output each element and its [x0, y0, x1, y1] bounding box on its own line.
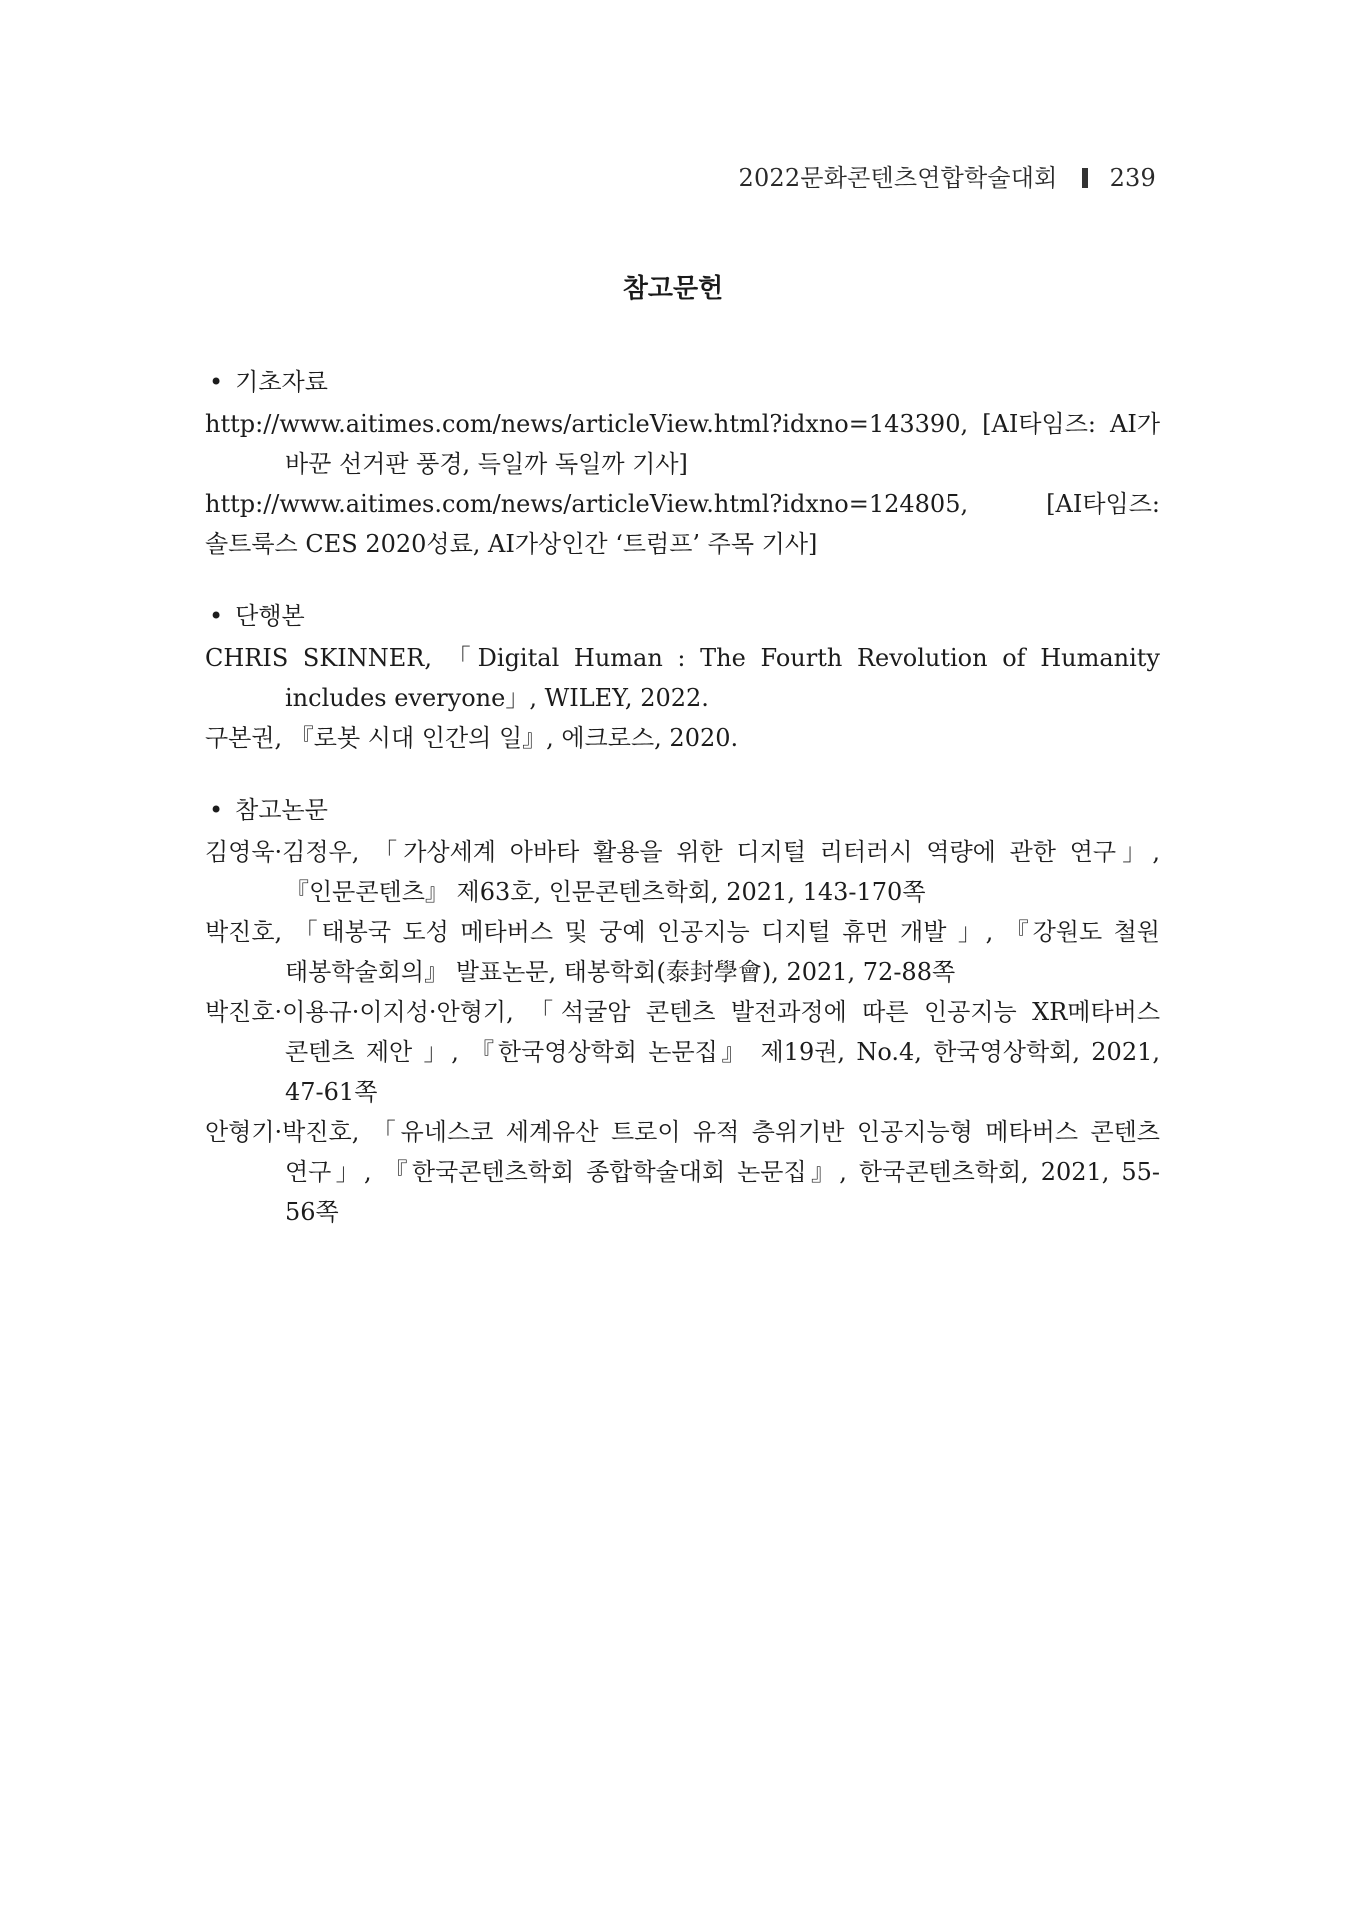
running-header [738, 158, 1156, 193]
section-heading [205, 790, 1160, 830]
page-number: 239 [1109, 164, 1156, 192]
section-heading [205, 596, 1160, 636]
section-papers [205, 790, 1160, 1232]
reference-entry: 구본권, 『로봇 시대 인간의 일』, 에크로스, 2020. [205, 724, 739, 752]
section-heading-label: 단행본 [235, 602, 305, 630]
bullet-icon: • [209, 368, 224, 396]
bullet-icon: • [209, 602, 224, 630]
section-basic-materials [205, 362, 1160, 564]
section-books [205, 596, 1160, 758]
reference-entry: http://www.aitimes.com/news/articleView.html?idxno=143390, [AI타임즈: AI가 바꾼 선거판 풍경, 득일까 독일까 기사] [205, 410, 1160, 478]
reference-entry: 안형기·박진호, 「유네스코 세계유산 트로이 유적 층위기반 인공지능형 메타버스 콘텐츠 연구」, 『한국콘텐츠학회 종합학술대회 논문집』, 한국콘텐츠학회, 2021, 55-56쪽 [205, 1118, 1160, 1226]
reference-entry: CHRIS SKINNER, 「Digital Human : The Fourth Revolution of Humanity includes everyone」, WILEY, 2022. [205, 644, 1160, 712]
bullet-icon: • [209, 796, 224, 824]
section-heading-label: 참고논문 [235, 796, 328, 824]
reference-entry: 박진호·이용규·이지성·안형기, 「석굴암 콘텐츠 발전과정에 따른 인공지능 XR메타버스 콘텐츠 제안 」, 『한국영상학회 논문집』 제19권, No.4, 한국영상학회, 2021, 47-61쪽 [205, 998, 1160, 1106]
reference-entry: 박진호, 「태봉국 도성 메타버스 및 궁예 인공지능 디지털 휴먼 개발 」, 『강원도 철원 태봉학술회의』 발표논문, 태봉학회(泰封學會), 2021, 72-88쪽 [205, 918, 1160, 986]
reference-entry: http://www.aitimes.com/news/articleView.html?idxno=124805, [AI타임즈: 솔트룩스 CES 2020성료, AI가상인간 ‘트럼프’ 주목 기사] [205, 490, 1160, 558]
page-title: 참고문헌 [622, 274, 724, 304]
section-heading [205, 362, 1160, 402]
header-separator-bar [1082, 168, 1088, 188]
reference-entry: 김영욱·김정우, 「가상세계 아바타 활용을 위한 디지털 리터러시 역량에 관한 연구」, 『인문콘텐츠』 제63호, 인문콘텐츠학회, 2021, 143-170쪽 [205, 838, 1160, 906]
section-heading-label: 기초자료 [235, 368, 328, 396]
running-header-title: 2022문화콘텐츠연합학술대회 [738, 164, 1058, 192]
references-body [205, 362, 1160, 1264]
